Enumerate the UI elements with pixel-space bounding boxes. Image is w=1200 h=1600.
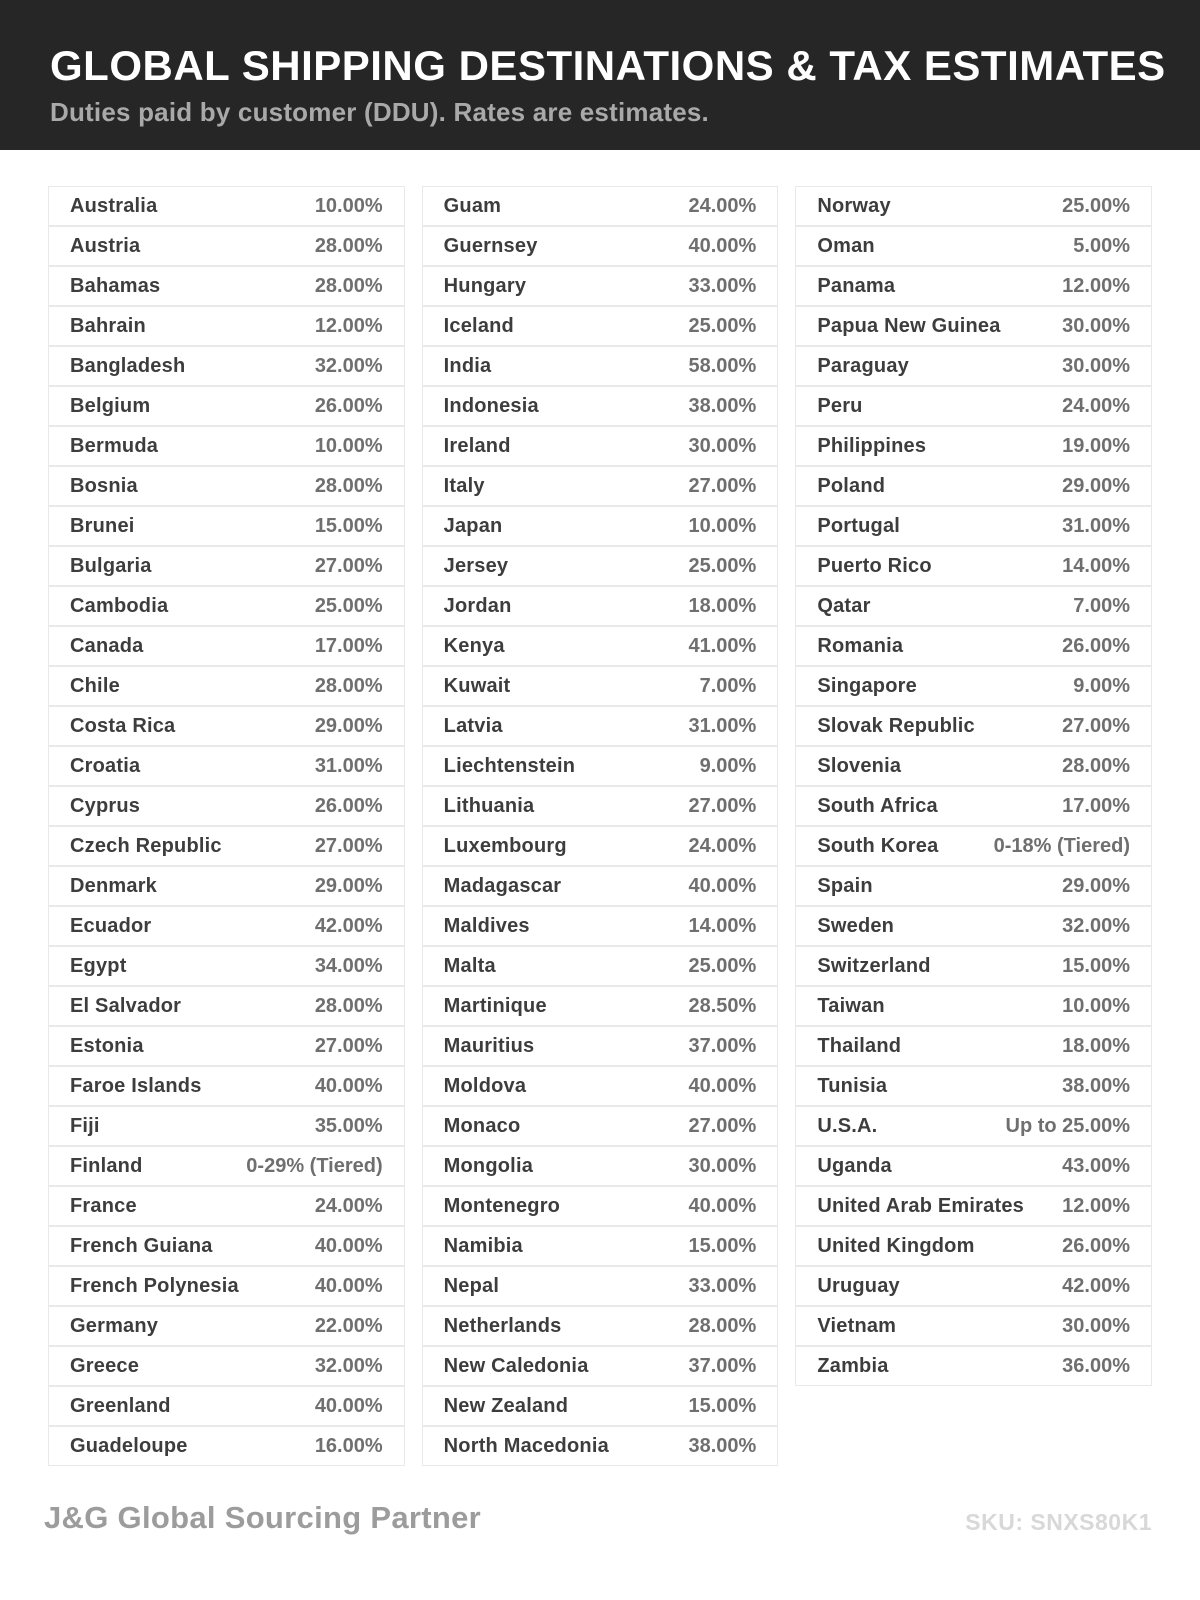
table-row: [48, 786, 405, 826]
tax-rate-value: 28.00%: [314, 674, 383, 697]
tax-rate-value: 36.00%: [1062, 1354, 1130, 1377]
country-name: Egypt: [70, 954, 127, 977]
tax-rate-value: 28.00%: [314, 474, 383, 497]
country-name: Romania: [817, 634, 904, 657]
table-row: [422, 546, 779, 586]
country-name: Italy: [443, 474, 485, 497]
table-row: [422, 1146, 779, 1186]
table-row: [795, 1146, 1152, 1186]
table-row: [422, 826, 779, 866]
tax-rate-value: 12.00%: [1062, 1194, 1130, 1217]
tax-rate-value: 30.00%: [688, 434, 757, 457]
tax-rate-value: 19.00%: [1062, 434, 1130, 457]
country-name: Belgium: [70, 394, 151, 417]
tax-rate-value: 15.00%: [1062, 954, 1130, 977]
table-row: [48, 1106, 405, 1146]
tax-rate-value: 9.00%: [699, 754, 757, 777]
table-row: [48, 986, 405, 1026]
country-name: Liechtenstein: [443, 754, 576, 777]
table-row: [795, 986, 1152, 1026]
table-row: [422, 1426, 779, 1466]
table-row: [422, 346, 779, 386]
tax-rate-value: 0-29% (Tiered): [246, 1154, 383, 1177]
country-name: Vietnam: [817, 1314, 897, 1337]
table-row: [795, 1266, 1152, 1306]
country-name: North Macedonia: [443, 1434, 609, 1457]
tax-rate-value: 27.00%: [688, 794, 757, 817]
table-row: [422, 706, 779, 746]
tax-rate-value: 18.00%: [688, 594, 757, 617]
country-name: Faroe Islands: [70, 1074, 202, 1097]
country-name: Guadeloupe: [70, 1434, 188, 1457]
table-row: [795, 1306, 1152, 1346]
table-row: [48, 1266, 405, 1306]
country-name: Denmark: [70, 874, 157, 897]
country-name: India: [443, 354, 492, 377]
table-row: [422, 666, 779, 706]
country-name: United Arab Emirates: [817, 1194, 1024, 1217]
country-name: Fiji: [70, 1114, 100, 1137]
tax-rate-value: 14.00%: [1062, 554, 1130, 577]
country-name: Thailand: [817, 1034, 902, 1057]
country-name: Bahamas: [70, 274, 161, 297]
footer: [0, 1500, 1200, 1536]
table-row: [422, 1266, 779, 1306]
table-row: [48, 1306, 405, 1346]
country-name: Namibia: [443, 1234, 523, 1257]
country-name: Uruguay: [817, 1274, 900, 1297]
table-row: [422, 986, 779, 1026]
tax-rate-value: 30.00%: [688, 1154, 757, 1177]
country-name: Finland: [70, 1154, 143, 1177]
country-name: Cyprus: [70, 794, 141, 817]
table-row: [48, 546, 405, 586]
table-row: [48, 626, 405, 666]
country-name: Bangladesh: [70, 354, 186, 377]
country-name: Sweden: [817, 914, 895, 937]
country-name: Panama: [817, 274, 896, 297]
table-row: [48, 186, 405, 226]
country-name: South Africa: [817, 794, 938, 817]
table-row: [795, 466, 1152, 506]
country-name: Taiwan: [817, 994, 885, 1017]
tax-rate-value: Up to 25.00%: [1005, 1114, 1130, 1137]
table-row: [422, 466, 779, 506]
tax-rate-value: 9.00%: [1073, 674, 1130, 697]
country-name: Tunisia: [817, 1074, 888, 1097]
tax-rate-value: 25.00%: [1062, 194, 1130, 217]
rate-table-column-1: [48, 186, 405, 1466]
tax-rate-value: 32.00%: [314, 354, 383, 377]
country-name: Bermuda: [70, 434, 159, 457]
country-name: Japan: [443, 514, 503, 537]
country-name: Ireland: [443, 434, 511, 457]
table-row: [422, 506, 779, 546]
table-row: [795, 186, 1152, 226]
table-row: [422, 1066, 779, 1106]
country-name: Peru: [817, 394, 863, 417]
table-row: [422, 186, 779, 226]
country-name: Croatia: [70, 754, 141, 777]
tax-rate-value: 27.00%: [1062, 714, 1130, 737]
table-row: [795, 386, 1152, 426]
country-name: Czech Republic: [70, 834, 222, 857]
tax-rate-value: 24.00%: [688, 834, 757, 857]
country-name: Canada: [70, 634, 144, 657]
tax-rate-value: 31.00%: [1062, 514, 1130, 537]
table-row: [795, 266, 1152, 306]
table-row: [795, 586, 1152, 626]
country-name: Jersey: [443, 554, 509, 577]
tax-rate-value: 7.00%: [699, 674, 757, 697]
tax-rate-value: 22.00%: [314, 1314, 383, 1337]
tax-rate-value: 29.00%: [314, 874, 383, 897]
table-row: [795, 706, 1152, 746]
table-row: [422, 426, 779, 466]
table-row: [48, 1066, 405, 1106]
tax-rate-value: 25.00%: [314, 594, 383, 617]
table-row: [422, 306, 779, 346]
country-name: Chile: [70, 674, 120, 697]
table-row: [795, 546, 1152, 586]
country-name: Philippines: [817, 434, 927, 457]
country-name: Poland: [817, 474, 886, 497]
tax-rate-value: 40.00%: [314, 1394, 383, 1417]
table-row: [795, 826, 1152, 866]
tax-rate-value: 32.00%: [1062, 914, 1130, 937]
tax-rate-value: 28.00%: [1062, 754, 1130, 777]
tax-rate-value: 27.00%: [688, 474, 757, 497]
country-name: U.S.A.: [817, 1114, 878, 1137]
country-name: Latvia: [443, 714, 503, 737]
country-name: Hungary: [443, 274, 527, 297]
tax-rate-value: 24.00%: [314, 1194, 383, 1217]
country-name: Malta: [443, 954, 496, 977]
table-row: [795, 1346, 1152, 1386]
country-name: French Guiana: [70, 1234, 213, 1257]
table-row: [422, 786, 779, 826]
country-name: Kenya: [443, 634, 505, 657]
tax-rate-value: 26.00%: [1062, 1234, 1130, 1257]
tax-rate-value: 25.00%: [688, 954, 757, 977]
table-row: [422, 1026, 779, 1066]
country-name: Jordan: [443, 594, 512, 617]
rate-table-column-2: [422, 186, 779, 1466]
table-row: [48, 946, 405, 986]
table-row: [422, 866, 779, 906]
page-subtitle: Duties paid by customer (DDU). Rates are estimates.: [50, 97, 709, 128]
country-name: Mauritius: [443, 1034, 535, 1057]
tax-rate-value: 26.00%: [314, 794, 383, 817]
table-row: [48, 226, 405, 266]
tax-rate-value: 33.00%: [688, 1274, 757, 1297]
table-row: [795, 1186, 1152, 1226]
table-row: [795, 506, 1152, 546]
country-name: Lithuania: [443, 794, 535, 817]
country-name: Papua New Guinea: [817, 314, 1001, 337]
tax-rate-value: 0-18% (Tiered): [993, 834, 1130, 857]
tax-rate-value: 38.00%: [688, 1434, 757, 1457]
country-name: Singapore: [817, 674, 917, 697]
table-row: [422, 906, 779, 946]
tax-rate-value: 40.00%: [314, 1234, 383, 1257]
table-row: [422, 746, 779, 786]
tax-rate-value: 10.00%: [688, 514, 757, 537]
table-row: [795, 1026, 1152, 1066]
country-name: Qatar: [817, 594, 871, 617]
table-row: [422, 1306, 779, 1346]
table-row: [48, 466, 405, 506]
country-name: Montenegro: [443, 1194, 561, 1217]
tax-rate-value: 28.00%: [688, 1314, 757, 1337]
country-name: Uganda: [817, 1154, 892, 1177]
tax-rate-value: 31.00%: [314, 754, 383, 777]
tax-rate-value: 30.00%: [1062, 314, 1130, 337]
country-name: Nepal: [443, 1274, 500, 1297]
country-name: United Kingdom: [817, 1234, 975, 1257]
table-row: [48, 346, 405, 386]
country-name: Kuwait: [443, 674, 511, 697]
tax-rate-value: 34.00%: [314, 954, 383, 977]
tax-rate-value: 40.00%: [688, 874, 757, 897]
table-row: [795, 906, 1152, 946]
tax-rate-value: 26.00%: [314, 394, 383, 417]
tax-rate-value: 27.00%: [314, 1034, 383, 1057]
table-row: [48, 306, 405, 346]
country-name: Austria: [70, 234, 141, 257]
tax-rate-value: 29.00%: [1062, 874, 1130, 897]
tax-rate-value: 24.00%: [1062, 394, 1130, 417]
brand-name: J&G Global Sourcing Partner: [44, 1500, 482, 1535]
tax-rate-value: 29.00%: [314, 714, 383, 737]
tax-rate-value: 35.00%: [314, 1114, 383, 1137]
country-name: French Polynesia: [70, 1274, 239, 1297]
country-name: Ecuador: [70, 914, 152, 937]
country-name: Brunei: [70, 514, 135, 537]
tax-rate-value: 37.00%: [688, 1034, 757, 1057]
table-row: [795, 666, 1152, 706]
table-row: [422, 1186, 779, 1226]
tax-rate-value: 28.00%: [314, 234, 383, 257]
country-name: Netherlands: [443, 1314, 562, 1337]
page-title: GLOBAL SHIPPING DESTINATIONS & TAX ESTIMATES: [50, 42, 1166, 89]
country-name: Spain: [817, 874, 873, 897]
country-name: Oman: [817, 234, 875, 257]
header-banner: [0, 0, 1200, 150]
table-row: [795, 426, 1152, 466]
table-row: [48, 906, 405, 946]
country-name: Slovenia: [817, 754, 902, 777]
tax-rate-value: 14.00%: [688, 914, 757, 937]
tax-rate-value: 31.00%: [688, 714, 757, 737]
country-name: Monaco: [443, 1114, 521, 1137]
country-name: Iceland: [443, 314, 514, 337]
table-row: [422, 1106, 779, 1146]
country-name: Costa Rica: [70, 714, 176, 737]
table-row: [48, 706, 405, 746]
tax-rate-value: 10.00%: [314, 434, 383, 457]
table-row: [795, 786, 1152, 826]
country-name: Madagascar: [443, 874, 562, 897]
tax-rate-value: 16.00%: [314, 1434, 383, 1457]
country-name: Mongolia: [443, 1154, 534, 1177]
table-row: [795, 1226, 1152, 1266]
country-name: Portugal: [817, 514, 901, 537]
table-row: [422, 1386, 779, 1426]
country-name: Guernsey: [443, 234, 538, 257]
tax-rate-value: 58.00%: [688, 354, 757, 377]
tax-rate-value: 30.00%: [1062, 1314, 1130, 1337]
table-row: [795, 346, 1152, 386]
country-name: Bahrain: [70, 314, 146, 337]
country-name: Estonia: [70, 1034, 144, 1057]
tax-rate-tables: [0, 186, 1200, 1466]
tax-rate-value: 42.00%: [314, 914, 383, 937]
tax-rate-value: 40.00%: [688, 1194, 757, 1217]
tax-rate-value: 12.00%: [1062, 274, 1130, 297]
table-row: [48, 1226, 405, 1266]
tax-rate-value: 28.00%: [314, 994, 383, 1017]
tax-rate-value: 37.00%: [688, 1354, 757, 1377]
country-name: Cambodia: [70, 594, 169, 617]
tax-rate-value: 42.00%: [1062, 1274, 1130, 1297]
country-name: Luxembourg: [443, 834, 567, 857]
country-name: Australia: [70, 194, 158, 217]
country-name: Puerto Rico: [817, 554, 932, 577]
country-name: El Salvador: [70, 994, 182, 1017]
table-row: [48, 826, 405, 866]
country-name: Guam: [443, 194, 502, 217]
table-row: [795, 746, 1152, 786]
country-name: Maldives: [443, 914, 530, 937]
tax-rate-value: 38.00%: [688, 394, 757, 417]
table-row: [48, 1146, 405, 1186]
table-row: [48, 1026, 405, 1066]
tax-rate-value: 27.00%: [314, 834, 383, 857]
tax-rate-value: 38.00%: [1062, 1074, 1130, 1097]
table-row: [795, 1106, 1152, 1146]
country-name: Switzerland: [817, 954, 931, 977]
country-name: Martinique: [443, 994, 547, 1017]
tax-rate-value: 28.50%: [688, 994, 757, 1017]
tax-rate-value: 17.00%: [314, 634, 383, 657]
country-name: Slovak Republic: [817, 714, 975, 737]
table-row: [795, 866, 1152, 906]
tax-rate-value: 15.00%: [314, 514, 383, 537]
country-name: Greece: [70, 1354, 140, 1377]
country-name: Bulgaria: [70, 554, 152, 577]
tax-rate-value: 28.00%: [314, 274, 383, 297]
tax-rate-value: 7.00%: [1073, 594, 1130, 617]
tax-rate-value: 15.00%: [688, 1394, 757, 1417]
sku-label: SKU: SNXS80K1: [965, 1509, 1152, 1535]
table-row: [795, 226, 1152, 266]
table-row: [422, 626, 779, 666]
table-row: [48, 866, 405, 906]
table-row: [422, 1346, 779, 1386]
table-row: [422, 1226, 779, 1266]
table-row: [795, 1066, 1152, 1106]
table-row: [795, 946, 1152, 986]
country-name: New Zealand: [443, 1394, 569, 1417]
table-row: [422, 586, 779, 626]
tax-rate-value: 27.00%: [314, 554, 383, 577]
tax-rate-value: 10.00%: [1062, 994, 1130, 1017]
table-row: [422, 946, 779, 986]
table-row: [48, 1426, 405, 1466]
tax-rate-value: 33.00%: [688, 274, 757, 297]
country-name: France: [70, 1194, 137, 1217]
table-row: [422, 386, 779, 426]
table-row: [795, 306, 1152, 346]
tax-rate-value: 41.00%: [688, 634, 757, 657]
tax-rate-value: 17.00%: [1062, 794, 1130, 817]
country-name: Moldova: [443, 1074, 527, 1097]
tax-rate-value: 5.00%: [1073, 234, 1130, 257]
table-row: [48, 386, 405, 426]
tax-rate-value: 12.00%: [314, 314, 383, 337]
country-name: South Korea: [817, 834, 939, 857]
table-row: [48, 1346, 405, 1386]
tax-rate-value: 25.00%: [688, 314, 757, 337]
tax-rate-value: 24.00%: [688, 194, 757, 217]
table-row: [48, 426, 405, 466]
country-name: Norway: [817, 194, 891, 217]
tax-rate-value: 40.00%: [688, 234, 757, 257]
country-name: Greenland: [70, 1394, 171, 1417]
country-name: Germany: [70, 1314, 159, 1337]
tax-rate-value: 15.00%: [688, 1234, 757, 1257]
rate-table-column-3: [795, 186, 1152, 1386]
tax-rate-value: 40.00%: [314, 1074, 383, 1097]
table-row: [795, 626, 1152, 666]
table-row: [48, 666, 405, 706]
tax-rate-value: 40.00%: [688, 1074, 757, 1097]
country-name: New Caledonia: [443, 1354, 589, 1377]
tax-rate-value: 25.00%: [688, 554, 757, 577]
table-row: [48, 746, 405, 786]
country-name: Indonesia: [443, 394, 539, 417]
table-row: [48, 266, 405, 306]
table-row: [422, 226, 779, 266]
table-row: [48, 1186, 405, 1226]
tax-rate-value: 10.00%: [314, 194, 383, 217]
tax-rate-value: 30.00%: [1062, 354, 1130, 377]
tax-rate-value: 40.00%: [314, 1274, 383, 1297]
tax-rate-value: 18.00%: [1062, 1034, 1130, 1057]
table-row: [48, 586, 405, 626]
tax-rate-value: 27.00%: [688, 1114, 757, 1137]
tax-rate-value: 29.00%: [1062, 474, 1130, 497]
table-row: [48, 1386, 405, 1426]
table-row: [422, 266, 779, 306]
tax-rate-value: 43.00%: [1062, 1154, 1130, 1177]
country-name: Paraguay: [817, 354, 909, 377]
tax-rate-value: 26.00%: [1062, 634, 1130, 657]
tax-rate-value: 32.00%: [314, 1354, 383, 1377]
table-row: [48, 506, 405, 546]
country-name: Zambia: [817, 1354, 889, 1377]
country-name: Bosnia: [70, 474, 138, 497]
